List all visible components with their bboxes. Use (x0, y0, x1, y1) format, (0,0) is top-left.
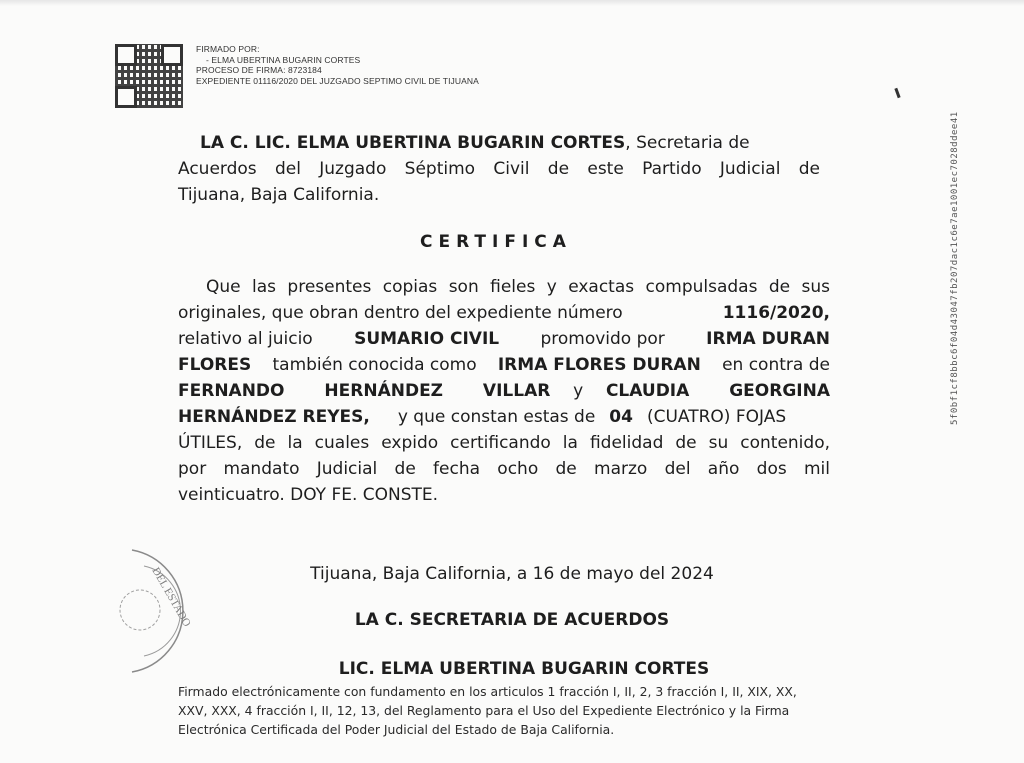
secretary-name: LA C. LIC. ELMA UBERTINA BUGARIN CORTES (200, 133, 626, 153)
footer-line-1: Firmado electrónicamente con fundamento en los articulos 1 fracción I, II, 2, 3 fracción I, II, XIX, XX, (178, 684, 797, 699)
signer-line: - ELMA UBERTINA BUGARIN CORTES (206, 54, 361, 65)
body-line-3-mid: promovido por (540, 329, 665, 349)
conjunction: y (573, 381, 584, 401)
file-reference: EXPEDIENTE 01116/2020 DEL JUZGADO SEPTIMO CIVIL DE TIJUANA (196, 75, 479, 86)
body-line-3 (178, 326, 830, 352)
signer-name: LIC. ELMA UBERTINA BUGARIN CORTES (338, 659, 710, 679)
body-line-6-text: y que constan estas de (397, 407, 596, 427)
defendant-1: FERNANDO HERNÁNDEZ VILLAR (178, 381, 551, 401)
place-and-date: Tijuana, Baja California, a 16 de mayo del 2024 (310, 564, 714, 584)
intro-line-1-rest: , Secretaria de (625, 133, 750, 153)
electronic-signature-note (178, 682, 868, 739)
qr-code-icon (115, 44, 183, 108)
footer-line-3: Electrónica Certificada del Poder Judicial del Estado de Baja California. (178, 722, 615, 737)
defendant-2-surname: HERNÁNDEZ REYES, (178, 407, 370, 427)
electronic-signature-header (196, 44, 479, 86)
seal-text: DEL ESTADO (149, 565, 193, 629)
body-line-6 (178, 404, 830, 430)
scan-edge-shadow (0, 0, 1024, 6)
body-line-2 (178, 300, 830, 326)
trial-type: SUMARIO CIVIL (354, 329, 500, 349)
intro-line-3: Tijuana, Baja California. (178, 185, 380, 205)
body-line-4-end: en contra de (722, 355, 830, 375)
body-line-8: por mandato Judicial de fecha ocho de marzo del año dos mil (178, 459, 830, 479)
body-line-7: ÚTILES, de la cuales expido certificando la fidelidad de su contenido, (178, 433, 830, 453)
page-count: 04 (609, 407, 633, 427)
signer-role: LA C. SECRETARIA DE ACUERDOS (354, 610, 670, 630)
plaintiff-name: IRMA DURAN (706, 329, 830, 349)
body-line-4 (178, 352, 830, 378)
scan-mark (894, 88, 900, 98)
body-line-2-text: originales, que obran dentro del expediente número (178, 303, 623, 323)
body-line-1: Que las presentes copias son fieles y exactas compulsadas de sus (206, 277, 830, 297)
body-line-9: veinticuatro. DOY FE. CONSTE. (178, 485, 439, 505)
plaintiff-surname: FLORES (178, 355, 252, 375)
signature-process: PROCESO DE FIRMA: 8723184 (196, 65, 322, 75)
verification-code: 5f0bf1cf8bbc6f04d43047fb207dac1c6e7ae1001ec7028ddee41 (950, 111, 960, 425)
body-line-3-text: relativo al juicio (178, 329, 313, 349)
body-line-5 (178, 378, 830, 404)
signed-by-label: FIRMADO POR: (196, 44, 260, 54)
certificate-body (178, 274, 830, 508)
case-number: 1116/2020, (722, 303, 830, 323)
certifica-heading: CERTIFICA (420, 232, 572, 252)
body-line-4-text: también conocida como (272, 355, 477, 375)
intro-paragraph (178, 130, 820, 208)
body-line-6-end: (CUATRO) FOJAS (646, 407, 787, 427)
plaintiff-alias: IRMA FLORES DURAN (497, 355, 701, 375)
defendant-2-first: CLAUDIA GEORGINA (605, 381, 830, 401)
footer-line-2: XXV, XXX, 4 fracción I, II, 12, 13, del Reglamento para el Uso del Expediente Electrónico y la Firma (178, 703, 790, 718)
intro-line-2: Acuerdos del Juzgado Séptimo Civil de este Partido Judicial de (178, 159, 820, 179)
